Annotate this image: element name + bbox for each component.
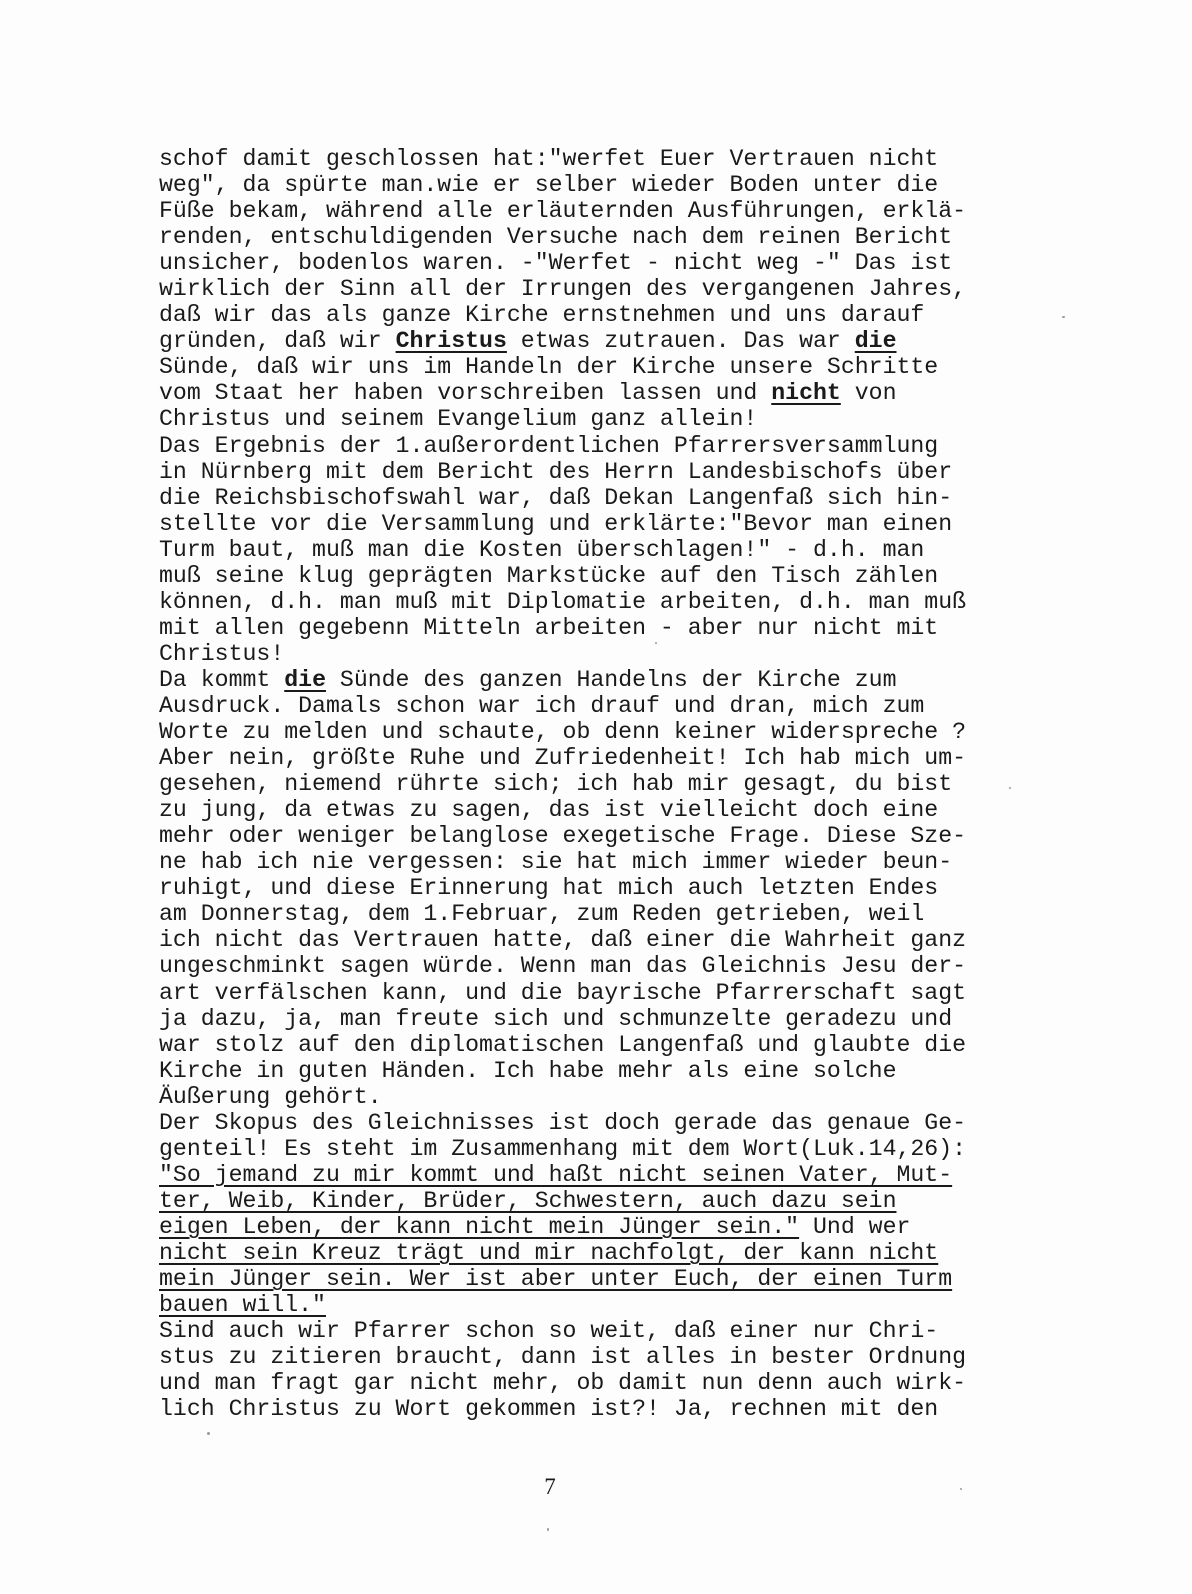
text-line	[159, 146, 1039, 172]
emphasized-text: die	[284, 666, 326, 693]
scan-speck	[207, 1432, 210, 1435]
scan-speck	[960, 1488, 962, 1490]
scan-speck	[547, 1528, 549, 1531]
text-line	[159, 485, 1039, 511]
text-line	[159, 1266, 1039, 1292]
text-line	[159, 875, 1039, 901]
text-segment: etwas zutrauen. Das war	[506, 328, 855, 355]
text-line	[159, 1292, 1039, 1318]
text-segment: Der Skopus des Gleichnisses ist doch gerade das genaue Ge-	[159, 1109, 967, 1136]
text-segment: Da kommt	[159, 666, 285, 693]
text-segment: in Nürnberg mit dem Bericht des Herrn Landesbischofs über	[159, 458, 953, 485]
text-segment: lich Christus zu Wort gekommen ist?! Ja, rechnen mit den	[159, 1396, 939, 1423]
text-line	[159, 953, 1039, 979]
text-segment: stus zu zitieren braucht, dann ist alles in bester Ordnung	[159, 1344, 967, 1371]
emphasized-text: ter, Weib, Kinder, Brüder, Schwestern, auch dazu sein	[159, 1187, 897, 1214]
text-line	[159, 771, 1039, 797]
text-line	[159, 901, 1039, 927]
text-segment: Das Ergebnis der 1.außerordentlichen Pfarrersversammlung	[159, 432, 939, 459]
text-segment: gesehen, niemend rührte sich; ich hab mir gesagt, du bist	[159, 771, 953, 798]
text-line	[159, 823, 1039, 849]
text-segment: mit allen gegebenn Mitteln arbeiten - aber nur nicht mit	[159, 614, 939, 641]
text-line	[159, 1084, 1039, 1110]
text-line	[159, 198, 1039, 224]
text-segment: Sünde, daß wir uns im Handeln der Kirche unsere Schritte	[159, 354, 939, 381]
emphasized-text: bauen will."	[159, 1292, 326, 1319]
text-segment: gründen, daß wir	[159, 328, 396, 355]
text-line	[159, 250, 1039, 276]
text-line	[159, 224, 1039, 250]
text-line	[159, 980, 1039, 1006]
text-line	[159, 380, 1039, 406]
text-segment: Christus und seinem Evangelium ganz allein!	[159, 406, 758, 433]
text-line	[159, 615, 1039, 641]
text-line	[159, 1396, 1039, 1422]
text-segment: mehr oder weniger belanglose exegetische Frage. Diese Sze-	[159, 823, 967, 850]
text-line	[159, 172, 1039, 198]
text-segment: ne hab ich nie vergessen: sie hat mich immer wieder beun-	[159, 849, 953, 876]
text-segment: zu jung, da etwas zu sagen, das ist vielleicht doch eine	[159, 797, 939, 824]
text-segment: Und wer	[799, 1213, 911, 1240]
text-line	[159, 1240, 1039, 1266]
text-segment: und man fragt gar nicht mehr, ob damit nun denn auch wirk-	[159, 1370, 967, 1397]
text-line	[159, 797, 1039, 823]
emphasized-text: mein Jünger sein. Wer ist aber unter Euch, der einen Turm	[159, 1266, 953, 1293]
text-segment: Sind auch wir Pfarrer schon so weit, daß einer nur Chri-	[159, 1318, 939, 1345]
text-line	[159, 589, 1039, 615]
text-line	[159, 849, 1039, 875]
text-segment: art verfälschen kann, und die bayrische Pfarrerschaft sagt	[159, 979, 967, 1006]
text-segment: daß wir das als ganze Kirche ernstnehmen und uns darauf	[159, 302, 925, 329]
text-segment: Turm baut, muß man die Kosten überschlagen!" - d.h. man	[159, 536, 925, 563]
text-line	[159, 328, 1039, 354]
text-segment: renden, entschuldigenden Versuche nach dem reinen Bericht	[159, 224, 953, 251]
text-segment: muß seine klug geprägten Markstücke auf den Tisch zählen	[159, 562, 939, 589]
text-line	[159, 563, 1039, 589]
text-line	[159, 511, 1039, 537]
text-segment: ungeschminkt sagen würde. Wenn man das Gleichnis Jesu der-	[159, 953, 967, 980]
text-line	[159, 719, 1039, 745]
text-segment: Ausdruck. Damals schon war ich drauf und dran, mich zum	[159, 692, 925, 719]
text-line	[159, 1344, 1039, 1370]
text-line	[159, 667, 1039, 693]
text-segment: ja dazu, ja, man freute sich und schmunzelte geradezu und	[159, 1005, 953, 1032]
text-segment: können, d.h. man muß mit Diplomatie arbeiten, d.h. man muß	[159, 588, 967, 615]
text-segment: schof damit geschlossen hat:"werfet Euer Vertrauen nicht	[159, 146, 939, 172]
text-line	[159, 433, 1039, 459]
page-number: 7	[544, 1474, 556, 1499]
text-segment: war stolz auf den diplomatischen Langenfaß und glaubte die	[159, 1031, 967, 1058]
emphasized-text: Christus	[395, 328, 507, 355]
scan-speck	[655, 642, 657, 644]
text-line	[159, 1214, 1039, 1240]
text-line	[159, 1162, 1039, 1188]
text-line	[159, 1058, 1039, 1084]
text-line	[159, 459, 1039, 485]
emphasized-text: eigen Leben, der kann nicht mein Jünger sein."	[159, 1213, 800, 1240]
text-segment: Christus!	[159, 640, 285, 667]
text-segment: weg", da spürte man.wie er selber wieder Boden unter die	[159, 172, 939, 199]
emphasized-text: "So jemand zu mir kommt und haßt nicht seinen Vater, Mut-	[159, 1161, 953, 1188]
scan-speck	[1009, 787, 1011, 789]
text-line	[159, 406, 1039, 432]
text-line	[159, 1032, 1039, 1058]
text-line	[159, 1318, 1039, 1344]
emphasized-text: die	[854, 328, 897, 355]
text-segment: Äußerung gehört.	[159, 1083, 382, 1110]
text-line	[159, 276, 1039, 302]
text-line	[159, 1370, 1039, 1396]
text-line	[159, 537, 1039, 563]
text-line	[159, 641, 1039, 667]
text-segment: Füße bekam, während alle erläuternden Ausführungen, erklä-	[159, 198, 967, 225]
body-text	[159, 146, 1039, 1422]
text-segment: Worte zu melden und schaute, ob denn keiner widerspreche ?	[159, 719, 967, 746]
text-segment: unsicher, bodenlos waren. -"Werfet - nicht weg -" Das ist	[159, 250, 953, 277]
text-segment: am Donnerstag, dem 1.Februar, zum Reden getrieben, weil	[159, 901, 925, 928]
text-line	[159, 1006, 1039, 1032]
text-segment: die Reichsbischofswahl war, daß Dekan Langenfaß sich hin-	[159, 484, 953, 511]
text-segment: ich nicht das Vertrauen hatte, daß einer die Wahrheit ganz	[159, 927, 967, 954]
text-segment: Kirche in guten Händen. Ich habe mehr als eine solche	[159, 1057, 897, 1084]
text-segment: von	[840, 380, 897, 407]
text-line	[159, 745, 1039, 771]
text-segment: Sünde des ganzen Handelns der Kirche zum	[325, 666, 897, 693]
scan-speck	[1062, 316, 1065, 318]
emphasized-text: nicht	[771, 380, 841, 407]
text-segment: stellte vor die Versammlung und erklärte:"Bevor man einen	[159, 510, 953, 537]
text-line	[159, 1136, 1039, 1162]
emphasized-text: nicht sein Kreuz trägt und mir nachfolgt, der kann nicht	[159, 1239, 939, 1266]
text-segment: wirklich der Sinn all der Irrungen des vergangenen Jahres,	[159, 276, 967, 303]
text-segment: genteil! Es steht im Zusammenhang mit dem Wort(Luk.14,26):	[159, 1135, 967, 1162]
text-line	[159, 354, 1039, 380]
text-line	[159, 693, 1039, 719]
text-line	[159, 302, 1039, 328]
text-line	[159, 1110, 1039, 1136]
text-segment: Aber nein, größte Ruhe und Zufriedenheit! Ich hab mich um-	[159, 745, 967, 772]
text-segment: ruhigt, und diese Erinnerung hat mich auch letzten Endes	[159, 875, 939, 902]
text-segment: vom Staat her haben vorschreiben lassen und	[159, 380, 772, 407]
text-line	[159, 1188, 1039, 1214]
text-line	[159, 927, 1039, 953]
